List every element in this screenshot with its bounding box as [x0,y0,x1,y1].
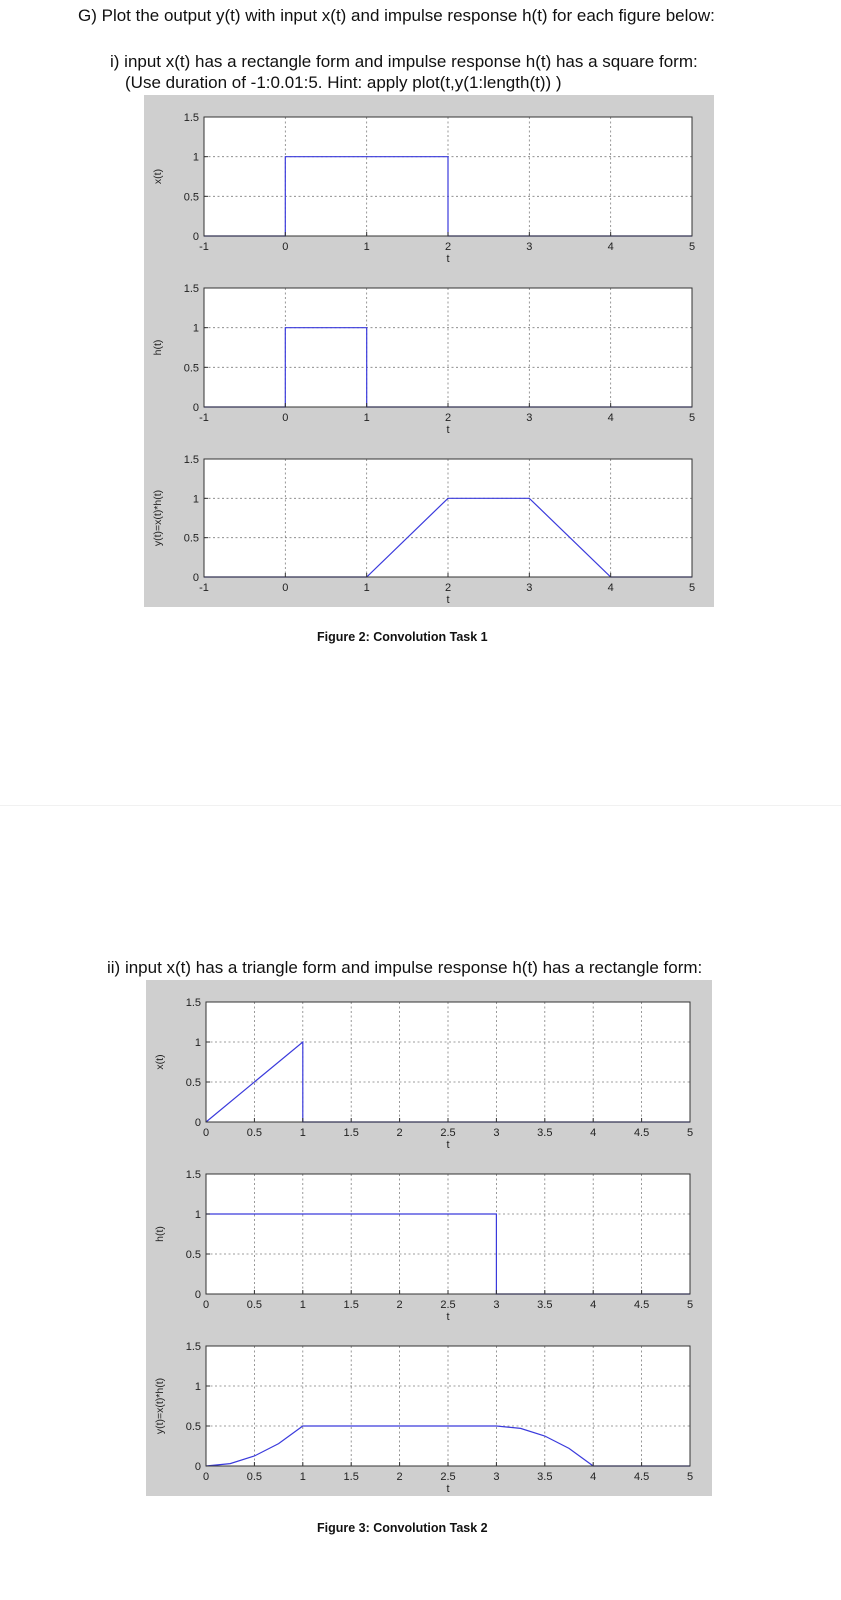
c3-ytick-label: 1 [194,1037,201,1049]
c0-ytick-label: 1.5 [183,112,199,124]
c5-ylabel: y(t)=x(t)*h(t) [154,1377,166,1435]
c3-xtick-label: 2 [396,1127,403,1139]
c4-ytick-label: 0 [194,1289,201,1301]
c4-xtick-label: 1.5 [343,1299,359,1311]
c1-ylabel: h(t) [152,339,164,356]
c5-xtick-label: 5 [686,1471,694,1483]
c2-ylabel: y(t)=x(t)*h(t) [152,489,164,547]
c0-xtick-label: 3 [526,241,533,253]
task2-h-plot [146,1152,712,1324]
page-heading: G) Plot the output y(t) with input x(t) and impulse response h(t) for each figure below: [78,6,715,25]
c1-xtick-label: 2 [444,412,452,424]
c3-xlabel: t [446,1139,450,1151]
c5-ytick-label: 0 [194,1461,201,1473]
c3-ytick-label: 1.5 [185,997,201,1009]
c2-xlabel: t [446,594,450,606]
c3-xtick-label: 5 [686,1127,694,1139]
task1-h-plot [144,266,714,437]
c1-ytick-label: 1 [192,322,199,335]
c2-ytick-label: 1 [192,493,199,506]
c4-xtick-label: 5 [686,1299,694,1311]
task1-x-plot [144,95,714,266]
task1-description: i) input x(t) has a rectangle form and impulse response h(t) has a square form: [110,52,698,71]
c3-xtick-label: 0.5 [246,1127,263,1139]
c2-xtick-label: -1 [199,582,209,594]
c3-xtick-label: 0 [202,1127,210,1139]
c4-xtick-label: 2.5 [440,1299,456,1311]
c0-xtick-label: 4 [607,241,614,253]
c5-xtick-label: 3.5 [537,1471,553,1483]
c3-ytick-label: 0.5 [185,1077,201,1089]
c3-xtick-label: 4.5 [633,1127,650,1139]
c4-xtick-label: 3.5 [537,1299,553,1311]
c1-ytick-label: 0.5 [183,362,199,375]
c4-xtick-label: 4 [590,1299,597,1311]
c3-xtick-label: 2.5 [440,1127,456,1139]
c1-xtick-label: 5 [688,412,696,424]
task1-y-plot [144,437,714,607]
c3-xtick-label: 3.5 [537,1127,553,1139]
figure-3-panel [146,980,712,1496]
c5-xlabel: t [446,1483,450,1495]
c2-xtick-label: 4 [607,582,614,594]
c5-xtick-label: 2 [396,1471,403,1483]
c1-xtick-label: 0 [282,412,289,424]
c1-ytick-label: 0 [192,402,199,414]
c5-ytick-label: 0.5 [185,1421,201,1433]
c2-ytick-label: 1.5 [183,454,199,466]
task2-x-plot [146,980,712,1152]
c0-ytick-label: 0 [192,231,199,243]
c4-ytick-label: 1 [194,1209,201,1221]
task2-y-plot [146,1324,712,1496]
c4-xtick-label: 3 [493,1299,500,1311]
c2-ytick-label: 0 [192,572,199,584]
c3-xtick-label: 1.5 [343,1127,359,1139]
figure-2-panel [144,95,714,607]
c5-xtick-label: 0.5 [246,1471,263,1483]
c2-xtick-label: 0 [282,582,289,594]
c2-ytick-label: 0.5 [183,532,199,545]
c0-ytick-label: 1 [192,151,199,164]
c1-xtick-label: -1 [199,412,209,424]
c4-ytick-label: 1.5 [185,1169,201,1181]
c1-xtick-label: 3 [526,412,533,424]
c5-xtick-label: 2.5 [440,1471,456,1483]
c0-xtick-label: 1 [363,241,370,253]
c4-xtick-label: 4.5 [633,1299,650,1311]
c3-xtick-label: 4 [590,1127,597,1139]
c5-xtick-label: 1 [299,1471,306,1483]
c0-xtick-label: -1 [199,241,209,253]
c1-ytick-label: 1.5 [183,283,199,295]
figure-2-caption: Figure 2: Convolution Task 1 [317,630,488,644]
c1-xlabel: t [446,424,450,436]
c5-xtick-label: 1.5 [343,1471,359,1483]
c4-xlabel: t [446,1311,450,1323]
task1-hint: (Use duration of -1:0.01:5. Hint: apply plot(t,y(1:length(t)) ) [125,73,562,92]
c2-xtick-label: 2 [444,582,452,594]
c5-xtick-label: 4 [590,1471,597,1483]
c5-xtick-label: 0 [202,1471,210,1483]
c0-xlabel: t [446,253,450,265]
c4-ylabel: h(t) [154,1226,166,1242]
c4-xtick-label: 2 [396,1299,403,1311]
task2-description: ii) input x(t) has a triangle form and impulse response h(t) has a rectangle form: [107,958,703,977]
c2-xtick-label: 3 [526,582,533,594]
c1-xtick-label: 4 [607,412,614,424]
c4-xtick-label: 1 [299,1299,306,1311]
c0-xtick-label: 0 [282,241,289,253]
c0-ylabel: x(t) [152,168,164,185]
c4-xtick-label: 0.5 [246,1299,263,1311]
c1-xtick-label: 1 [363,412,370,424]
c3-ytick-label: 0 [194,1117,201,1129]
c3-xtick-label: 3 [493,1127,500,1139]
c5-ytick-label: 1.5 [185,1341,201,1353]
c5-xtick-label: 4.5 [633,1471,650,1483]
c2-xtick-label: 5 [688,582,696,594]
c0-xtick-label: 2 [444,241,452,253]
c5-ytick-label: 1 [194,1381,201,1393]
c0-xtick-label: 5 [688,241,696,253]
c5-xtick-label: 3 [493,1471,500,1483]
c3-ylabel: x(t) [154,1054,166,1070]
page-divider [0,805,841,806]
c2-xtick-label: 1 [363,582,370,594]
figure-3-caption: Figure 3: Convolution Task 2 [317,1521,488,1535]
c4-xtick-label: 0 [202,1299,210,1311]
c3-xtick-label: 1 [299,1127,306,1139]
c0-ytick-label: 0.5 [183,191,199,204]
c4-ytick-label: 0.5 [185,1249,201,1261]
